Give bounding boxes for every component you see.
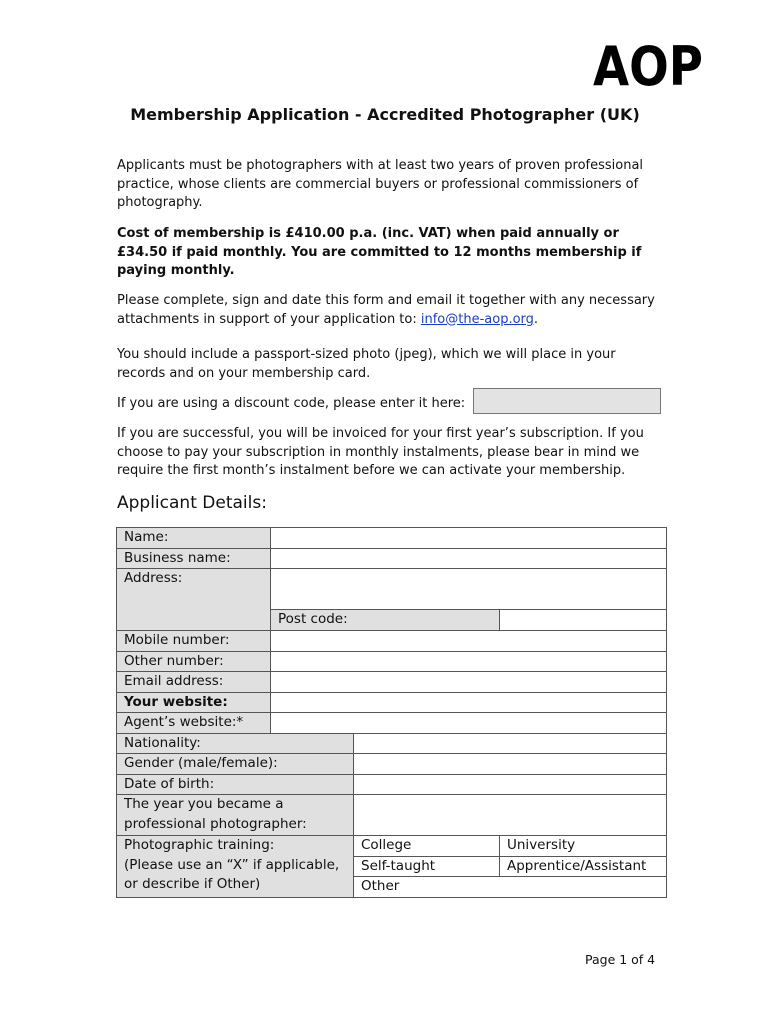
postcode-field[interactable] <box>500 610 667 631</box>
mobile-number-label: Mobile number: <box>117 631 271 652</box>
email-link[interactable]: info@the-aop.org <box>420 311 534 327</box>
training-label-line2: (Please use an “X” if applicable, <box>124 856 340 873</box>
year-label-line2: professional photographer: <box>124 815 307 832</box>
name-label: Name: <box>117 528 271 549</box>
discount-code-input[interactable] <box>473 388 661 414</box>
training-selftaught-option[interactable]: Self-taught <box>354 856 500 877</box>
website-field[interactable] <box>271 692 667 713</box>
aop-logo <box>592 35 704 98</box>
training-other-option[interactable]: Other <box>354 877 667 898</box>
submit-paragraph <box>117 292 662 329</box>
intro-paragraph: Applicants must be photographers with at least two years of proven professional practice, whose clients are commercial buyers or professional commissioners of photography. <box>117 158 644 210</box>
other-number-label: Other number: <box>117 651 271 672</box>
training-label-line1: Photographic training: <box>124 837 275 853</box>
nationality-field[interactable] <box>354 733 667 754</box>
agent-website-label: Agent’s website:* <box>117 713 271 734</box>
business-name-label: Business name: <box>117 548 271 569</box>
logo-text: AOP <box>593 35 703 98</box>
date-of-birth-label: Date of birth: <box>117 774 354 795</box>
nationality-label: Nationality: <box>117 733 354 754</box>
gender-label: Gender (male/female): <box>117 754 354 775</box>
year-label-line1: The year you became a <box>124 796 284 812</box>
training-label <box>117 836 354 898</box>
website-label: Your website: <box>117 692 271 713</box>
other-number-field[interactable] <box>271 651 667 672</box>
date-of-birth-field[interactable] <box>354 774 667 795</box>
training-apprentice-option[interactable]: Apprentice/Assistant <box>500 856 667 877</box>
page-title: Membership Application - Accredited Photographer (UK) <box>130 105 640 124</box>
cost-paragraph: Cost of membership is £410.00 p.a. (inc. VAT) when paid annually or £34.50 if paid monthly. You are committed to 12 months membership if paying monthly. <box>117 226 642 278</box>
email-address-field[interactable] <box>271 672 667 693</box>
business-name-field[interactable] <box>271 548 667 569</box>
submit-text: Please complete, sign and date this form and email it together with any necessary attachments in support of your application to: <box>117 293 655 327</box>
section-title: Applicant Details: <box>117 493 267 513</box>
applicant-details-table <box>116 527 667 898</box>
address-field[interactable] <box>271 569 667 610</box>
name-field[interactable] <box>271 528 667 549</box>
agent-website-field[interactable] <box>271 713 667 734</box>
photo-paragraph: You should include a passport-sized photo (jpeg), which we will place in your records and on your membership card. <box>117 347 616 381</box>
email-address-label: Email address: <box>117 672 271 693</box>
address-label: Address: <box>117 569 271 631</box>
mobile-number-field[interactable] <box>271 631 667 652</box>
year-professional-field[interactable] <box>354 795 667 836</box>
training-university-option[interactable]: University <box>500 836 667 857</box>
training-label-line3: or describe if Other) <box>124 876 261 892</box>
postcode-label: Post code: <box>271 610 500 631</box>
gender-field[interactable] <box>354 754 667 775</box>
training-college-option[interactable]: College <box>354 836 500 857</box>
submit-after: . <box>533 311 539 327</box>
discount-label: If you are using a discount code, please enter it here: <box>117 396 466 411</box>
success-paragraph: If you are successful, you will be invoiced for your first year’s subscription. If you choose to pay your subscription in monthly instalments, please bear in mind we require the first month’s instalment before we can activate your membership. <box>117 426 644 478</box>
year-professional-label <box>117 795 354 836</box>
page-number: Page 1 of 4 <box>585 952 656 967</box>
